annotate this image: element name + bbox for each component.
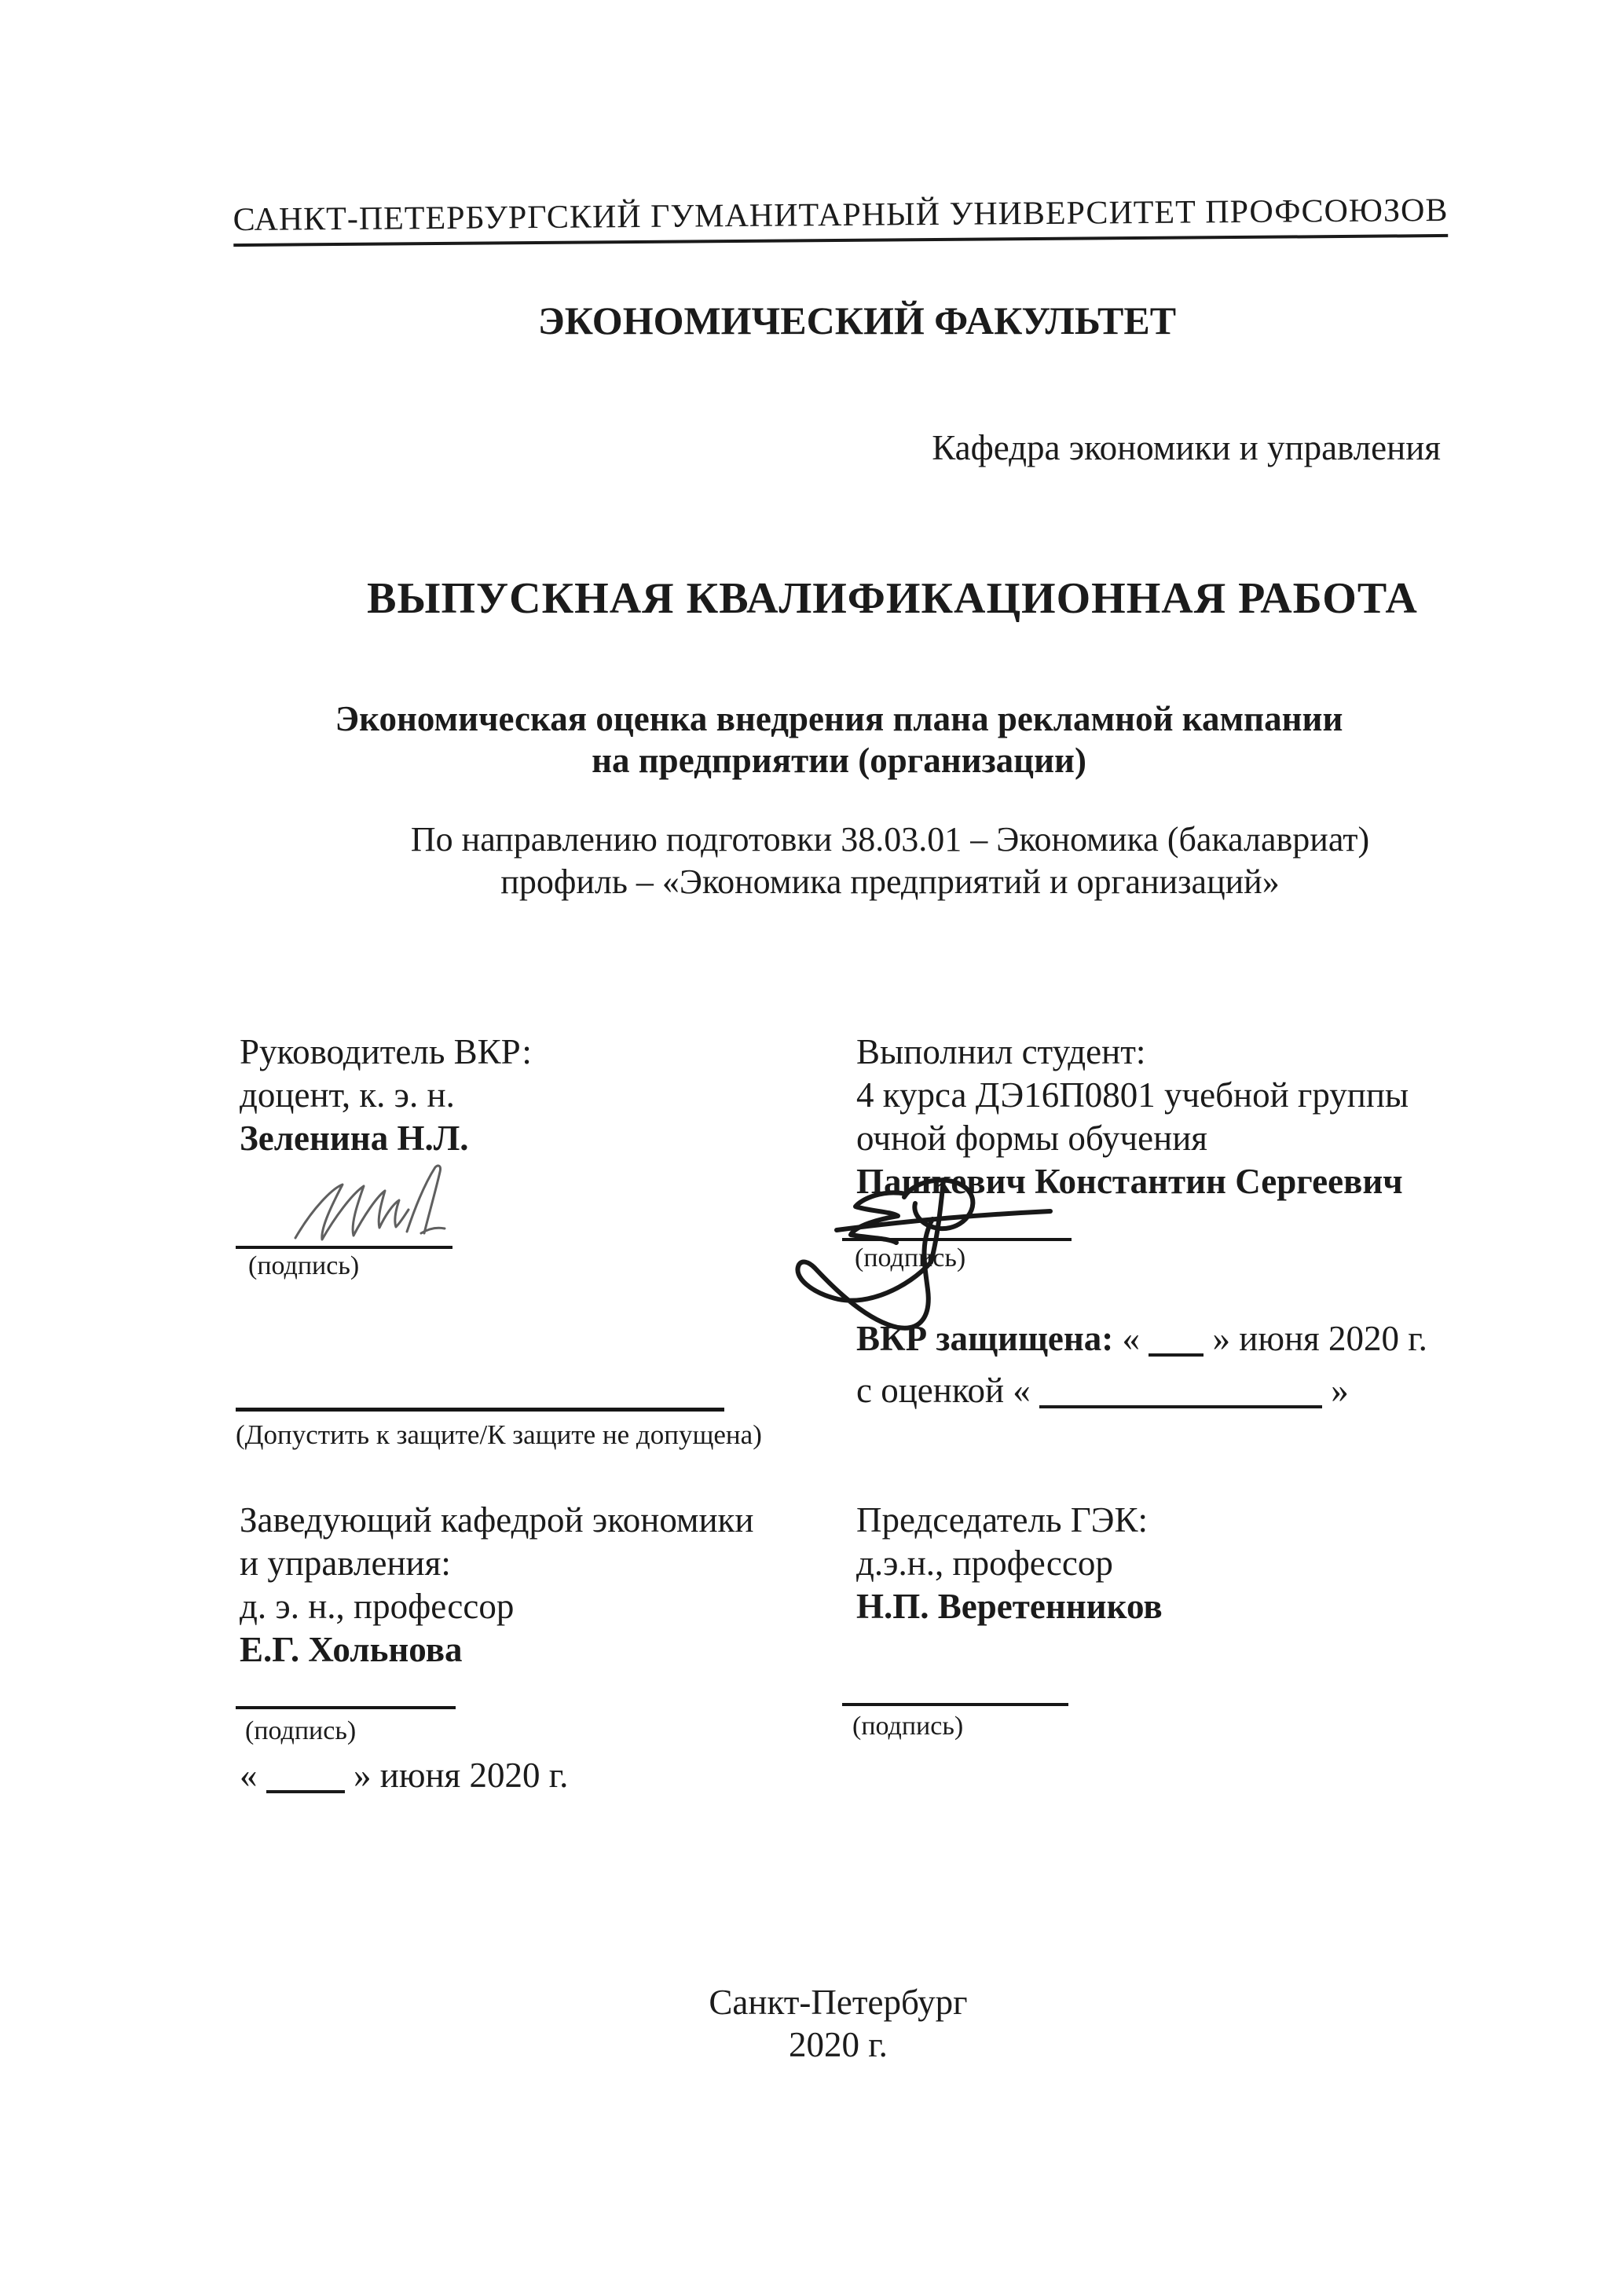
supervisor-degree: доцент, к. э. н. <box>240 1075 455 1115</box>
defense-grade-blank <box>1039 1405 1322 1408</box>
footer-year: 2020 г. <box>789 2025 888 2064</box>
department-head-date-line <box>240 1753 568 1797</box>
defense-date-blank <box>1149 1353 1204 1357</box>
department-head-signature-caption: (подпись) <box>245 1716 357 1745</box>
department-name: Кафедра экономики и управления <box>932 428 1441 467</box>
department-head-role-line2: и управления: <box>240 1543 451 1583</box>
defense-date-label: ВКР защищена: <box>856 1319 1114 1358</box>
faculty-name: ЭКОНОМИЧЕСКИЙ ФАКУЛЬТЕТ <box>537 298 1177 342</box>
gek-chair-degree: д.э.н., профессор <box>856 1543 1113 1583</box>
defense-date-suffix: июня 2020 г. <box>1239 1319 1427 1358</box>
thesis-title-line2: на предприятии (организации) <box>592 741 1086 780</box>
supervisor-signature-line <box>236 1246 452 1249</box>
department-head-date-close-quote: » <box>354 1756 372 1795</box>
study-direction <box>79 818 1623 903</box>
admission-caption: (Допустить к защите/К защите не допущена) <box>236 1419 762 1450</box>
gek-chair-signature-caption: (подпись) <box>852 1712 964 1741</box>
footer-city: Санкт-Петербург <box>709 1983 968 2022</box>
defense-grade-open-quote: « <box>1013 1371 1031 1410</box>
supervisor-block <box>240 1031 532 1160</box>
supervisor-role: Руководитель ВКР: <box>240 1032 532 1071</box>
study-direction-line1: По направлению подготовки 38.03.01 – Экономика (бакалавриат) <box>410 820 1370 859</box>
gek-chair-block <box>856 1499 1163 1628</box>
department-head-name: Е.Г. Хольнова <box>240 1630 463 1669</box>
student-name: Пашкевич Константин Сергеевич <box>856 1162 1403 1201</box>
gek-chair-signature-line <box>842 1703 1068 1706</box>
defense-grade-line <box>856 1368 1349 1412</box>
supervisor-name: Зеленина Н.Л. <box>240 1119 469 1158</box>
student-signature-line <box>842 1238 1072 1241</box>
department-head-block <box>240 1499 754 1672</box>
student-role: Выполнил студент: <box>856 1032 1146 1071</box>
supervisor-signature <box>289 1161 462 1255</box>
defense-grade-close-quote: » <box>1331 1371 1349 1410</box>
university-name-text: САНКТ-ПЕТЕРБУРГСКИЙ ГУМАНИТАРНЫЙ УНИВЕРСИТЕТ ПРОФСОЮЗОВ <box>233 192 1448 247</box>
department-head-date-blank <box>266 1790 345 1793</box>
gek-chair-name: Н.П. Веретенников <box>856 1587 1163 1626</box>
admission-line <box>236 1408 724 1412</box>
department-head-degree: д. э. н., профессор <box>240 1587 515 1626</box>
department-head-date-open-quote: « <box>240 1756 258 1795</box>
study-direction-line2: профиль – «Экономика предприятий и организаций» <box>500 862 1280 901</box>
student-group: 4 курса ДЭ16П0801 учебной группы <box>856 1075 1409 1115</box>
department-head-signature-line <box>236 1706 456 1709</box>
student-study-form: очной формы обучения <box>856 1119 1207 1158</box>
department-head-date-suffix: июня 2020 г. <box>379 1756 569 1795</box>
student-signature-caption: (подпись) <box>855 1243 966 1273</box>
defense-date-open-quote: « <box>1122 1319 1141 1358</box>
defense-date-line <box>856 1316 1427 1360</box>
department-head-role-line1: Заведующий кафедрой экономики <box>240 1500 754 1540</box>
gek-chair-role: Председатель ГЭК: <box>856 1500 1148 1540</box>
defense-date-close-quote: » <box>1212 1319 1231 1358</box>
defense-grade-label: с оценкой <box>856 1371 1005 1410</box>
thesis-title <box>27 698 1623 782</box>
thesis-title-line1: Экономическая оценка внедрения плана рекламной кампании <box>335 699 1343 738</box>
supervisor-signature-caption: (подпись) <box>248 1251 360 1280</box>
university-name <box>29 190 1623 240</box>
work-type-title: ВЫПУСКНАЯ КВАЛИФИКАЦИОННАЯ РАБОТА <box>367 574 1418 623</box>
